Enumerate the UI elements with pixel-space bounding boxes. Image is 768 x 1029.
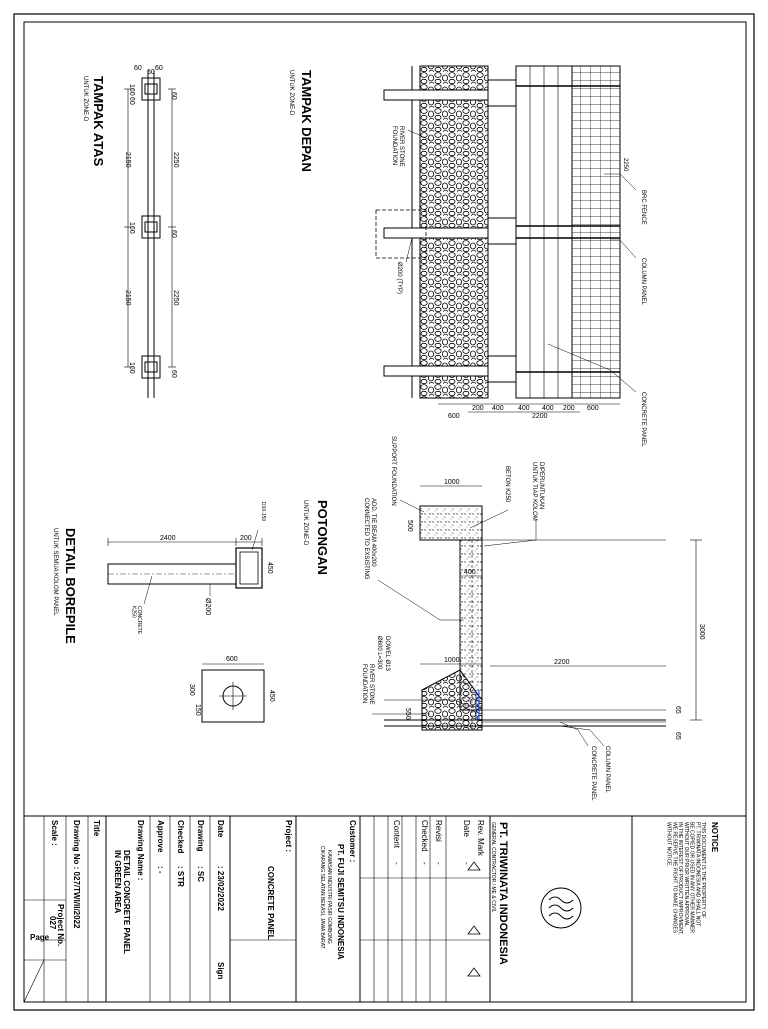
front-label-column-panel: COLUMN PANEL (640, 258, 646, 305)
view-title-potongan: POTONGAN (315, 500, 330, 575)
customer-address-2: CIKARANG SELATAN BEKASI, JAWA BARAT (319, 846, 325, 949)
rev-label-date: Date (462, 820, 471, 837)
borepile-concrete: CONCRETEK250 (130, 606, 142, 635)
scale-label: Scale : (50, 820, 59, 846)
project-no-label: Project No. (56, 904, 65, 947)
section-label-support: SUPPORT FOUNDATION (390, 436, 396, 506)
borepile-dim-h450: 450 (266, 562, 273, 574)
borepile-dim-len: 2400 (160, 535, 176, 542)
section-dim-h500: 500 (406, 520, 413, 532)
project-no: 027 (48, 916, 57, 930)
front-dim-400c: 400 (542, 405, 554, 412)
rev-label-mark: Rev. Mark (476, 820, 485, 856)
checked-value: : STR (176, 866, 185, 887)
view-detail-borepile (52, 502, 275, 722)
rev-label-content: Content (392, 820, 401, 849)
section-label-river-stone: RIVER STONEFOUNDATION (361, 664, 374, 705)
support-foundation (420, 506, 482, 540)
rev-triangle-3 (468, 968, 480, 976)
borepile-plan-d1: 300 (188, 684, 195, 696)
section-label-concrete-panel: CONCRETE PANEL (590, 746, 596, 801)
rev-value-3: - (420, 862, 429, 865)
borepile-plan-d2: 150 (194, 704, 201, 716)
plan-dim-top-4: 60 (128, 97, 135, 105)
front-dim-200b: 200 (563, 405, 575, 412)
section-label-pile: Ø600 L=300 (376, 636, 382, 670)
view-subtitle-potongan: UNTUK ZONE-D (302, 500, 308, 546)
front-dim-200a: 200 (472, 405, 484, 412)
borepile-dim-cap: 200 (240, 535, 252, 542)
front-dim-total: 2200 (532, 413, 548, 420)
title-block (24, 816, 746, 1002)
rev-label-revisi: Revisi (434, 820, 443, 842)
view-subtitle-tampak-atas: UNTUK ZONE-D (82, 76, 88, 122)
sheet-border-inner (24, 22, 746, 1002)
borepile-plan-w: 600 (226, 656, 238, 663)
section-dim-w1000-top: 1000 (444, 479, 460, 486)
date-value: : 23/02/2022 (216, 866, 225, 911)
section-dim-height: 3000 (698, 624, 705, 640)
notice-text: THIS DOCUMENT IS THE PROPERTY OFPT. TRIWINATA INDONESIA AND SHALL NOTBE COPIED OR USED IN ANY OTHER MANNERWITHOUT OUR PRIOR WRITTEN APPROVALIN THE INTEREST OF PRODUCT IMPROVMENT,WE RESERVE THE RIGHT TO MAKE CHANGESWITHOUT NOTICE. (665, 822, 706, 935)
rev-value-1: - (462, 862, 471, 865)
view-title-tampak-depan: TAMPAK DEPAN (299, 70, 314, 172)
plan-dim-c3a: 160 (128, 362, 135, 374)
front-label-brc-fence: BRC FENCE (640, 190, 646, 225)
customer-address-1: KAWASAN INDUSTRI PASIR GOMBONG (326, 850, 332, 944)
view-tampak-atas (82, 65, 179, 398)
front-label-concrete-panel: CONCRETE PANEL (640, 392, 646, 447)
view-title-tampak-atas: TAMPAK ATAS (91, 76, 106, 167)
rev-label-checked: Checked (420, 820, 429, 852)
section-dim-w1000: 1000 (444, 657, 460, 664)
plan-span-inner-1: 2150 (124, 152, 131, 168)
plan-dim-c2a: 160 (128, 222, 135, 234)
plan-span-outer-2: 2250 (172, 290, 179, 306)
view-potongan (302, 436, 705, 801)
title-label: Title (92, 820, 101, 837)
section-dim-65a: 65 (674, 706, 681, 714)
drawing-name: DETAIL CONCRETE PANELIN GREEN AREA (112, 850, 131, 955)
plan-span-inner-2: 2150 (124, 290, 131, 306)
company-logo (541, 888, 581, 928)
section-dim-65b: 65 (674, 732, 681, 740)
front-label-dowel: Ø200 (TYP) (396, 262, 402, 295)
view-subtitle-detail-borepile: UNTUK SEMUA KOLOM PANEL (52, 528, 58, 616)
section-label-tie-beam: ADD. TIE BEAM 400x200CONNECTED TO EXSISTING (363, 498, 376, 580)
section-dim-w2200: 2200 (554, 659, 570, 666)
company-subtitle: GENERAL CONTRACTOR / ME & CIVIL (490, 822, 496, 913)
section-label-column-panel: COLUMN PANEL (604, 746, 610, 793)
front-label-river-stone: RIVER STONEFOUNDATION (391, 126, 404, 167)
borepile-plan-h: 450 (268, 690, 275, 702)
project-name: CONCRETE PANEL (266, 866, 275, 940)
sign-label: Sign (216, 962, 225, 980)
section-label-beton: BETON K250 (504, 466, 510, 503)
rev-triangle-2 (468, 926, 480, 934)
view-title-detail-borepile: DETAIL BOREPILE (63, 528, 78, 644)
front-dim-600a: 600 (448, 413, 460, 420)
plan-dim-c1a: 160 (128, 84, 135, 96)
plan-dim-top-1: 60 (134, 65, 142, 72)
company-name: PT. TRIWINATA INDONESIA (497, 822, 509, 965)
plan-dim-c2b: 60 (170, 230, 177, 238)
plan-dim-top-3: 60 (155, 65, 163, 72)
section-dim-h550: 550 (404, 708, 411, 720)
section-label-diperuntukan: DIPERUNTUKANUNTUK TIAP KOLOM (531, 462, 544, 521)
project-label: Project : (284, 820, 293, 853)
plan-dim-c3b: 60 (170, 370, 177, 378)
front-dim-600b: 600 (587, 405, 599, 412)
approve-value: : - (156, 866, 165, 874)
rev-value-2: - (434, 862, 443, 865)
rev-value-4: - (392, 862, 401, 865)
customer-label: Customer : (348, 820, 357, 863)
plan-dim-top-2: 60 (147, 69, 155, 76)
front-label-brc-dim: 2250 (622, 158, 628, 172)
date-label: Date (216, 820, 225, 838)
checked-label: Checked (176, 820, 185, 854)
plan-span-outer-1: 2250 (172, 152, 179, 168)
plan-dim-c1b: 60 (170, 92, 177, 100)
brc-fence-grid (572, 66, 620, 398)
section-dim-w400: 400 (464, 569, 476, 576)
drawing-value: : SC (196, 866, 205, 882)
view-subtitle-tampak-depan: UNTUK ZONE-D (288, 70, 294, 116)
drawing-label: Drawing (196, 820, 205, 852)
front-dim-400a: 400 (492, 405, 504, 412)
borepile-rebar: D10-150 (260, 502, 266, 522)
borepile-dia: Ø200 (204, 598, 211, 616)
page-label: Page (30, 933, 50, 942)
drawing-no: Drawing No : 027/TWI/II/2022 (72, 820, 81, 929)
section-label-dowel: DOWEL Ø13 (384, 636, 390, 671)
approve-label: Approve (156, 820, 165, 853)
front-dim-400b: 400 (518, 405, 530, 412)
view-tampak-depan (288, 66, 646, 447)
notice-title: NOTICE (710, 822, 719, 853)
drawing-name-label: Drawing Name : (136, 820, 145, 881)
customer-name: PT. FUJI SEMITSU INDONESIA (336, 844, 345, 960)
